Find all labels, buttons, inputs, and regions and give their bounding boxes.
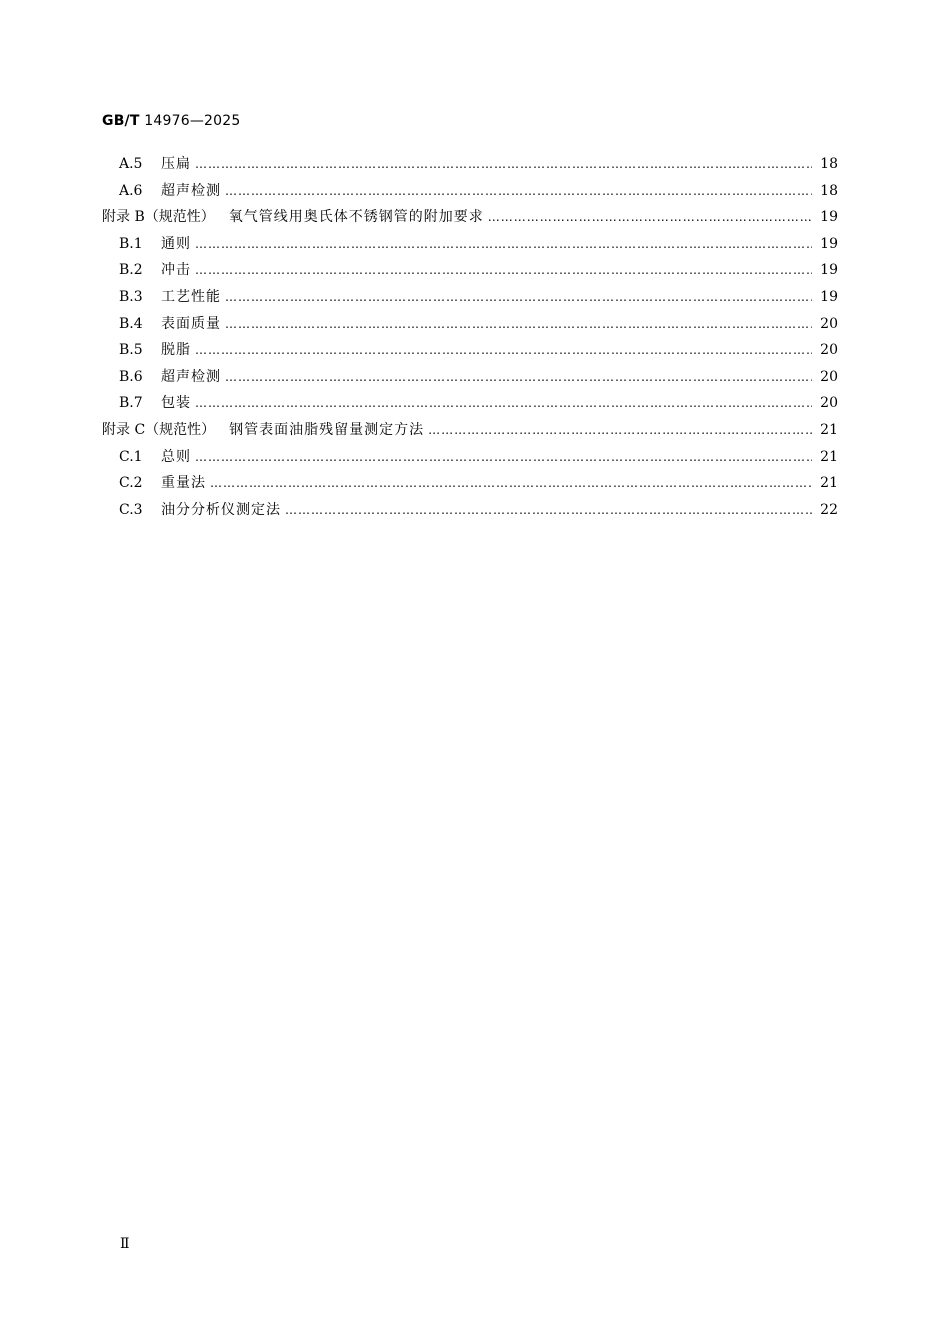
toc-entry-number: A.5: [119, 156, 143, 172]
toc-entry[interactable]: [102, 472, 838, 499]
toc-entry-number: B.6: [119, 368, 143, 385]
toc-dot-leader: [225, 370, 812, 384]
toc-entry-page: 18: [820, 182, 838, 199]
toc-dot-leader: [488, 210, 812, 224]
table-of-contents: [102, 153, 838, 525]
toc-dot-leader: [195, 343, 812, 357]
toc-entry[interactable]: [102, 153, 838, 180]
toc-entry-number: B.2: [119, 262, 143, 279]
toc-entry-title: 冲击: [161, 262, 191, 279]
toc-dot-leader: [225, 317, 812, 331]
toc-dot-leader: [285, 503, 812, 517]
toc-appendix-entry[interactable]: [102, 419, 838, 446]
toc-entry-number: B.5: [119, 342, 143, 359]
toc-entry[interactable]: [102, 392, 838, 419]
toc-entry-number: 附录 C（规范性）: [102, 421, 216, 438]
toc-appendix-entry[interactable]: [102, 206, 838, 233]
toc-dot-leader: [428, 423, 812, 437]
toc-entry-title: 脱脂: [161, 342, 191, 359]
toc-entry-page: 19: [820, 235, 838, 252]
toc-dot-leader: [195, 237, 812, 251]
toc-entry-page: 20: [820, 395, 838, 412]
toc-dot-leader: [195, 396, 812, 410]
toc-entry-number: 附录 B（规范性）: [102, 209, 215, 226]
toc-entry-title: 表面质量: [161, 315, 221, 332]
toc-entry-page: 20: [820, 315, 838, 332]
toc-entry-title: 压扁: [161, 156, 191, 172]
toc-entry-page: 20: [820, 368, 838, 385]
page-number: Ⅱ: [120, 1236, 130, 1252]
toc-entry[interactable]: [102, 233, 838, 260]
toc-entry-number: B.1: [119, 235, 143, 252]
toc-entry-title: 油分分析仪测定法: [161, 501, 281, 518]
toc-entry-title: 工艺性能: [161, 288, 221, 305]
toc-entry-number: A.6: [119, 182, 143, 199]
toc-entry-number: C.1: [119, 448, 143, 465]
toc-dot-leader: [210, 476, 812, 490]
toc-entry-page: 22: [820, 501, 838, 518]
toc-entry-title: 钢管表面油脂残留量测定方法: [229, 421, 425, 438]
toc-entry[interactable]: [102, 499, 838, 526]
toc-entry-number: B.4: [119, 315, 143, 332]
toc-entry-title: 通则: [161, 235, 191, 252]
toc-entry[interactable]: [102, 286, 838, 313]
toc-entry-number: C.2: [119, 475, 143, 492]
toc-entry-title: 包装: [161, 395, 191, 412]
toc-entry-page: 21: [820, 448, 838, 465]
toc-entry[interactable]: [102, 339, 838, 366]
toc-entry-page: 21: [820, 475, 838, 492]
toc-entry-title: 重量法: [161, 475, 206, 492]
document-header: [102, 113, 240, 129]
standard-code: GB/T: [102, 113, 140, 129]
toc-entry[interactable]: [102, 259, 838, 286]
toc-entry-page: 18: [820, 156, 838, 172]
toc-entry-page: 19: [820, 288, 838, 305]
toc-entry-title: 超声检测: [161, 368, 221, 385]
toc-entry[interactable]: [102, 313, 838, 340]
toc-entry-number: C.3: [119, 501, 143, 518]
toc-entry-page: 19: [820, 262, 838, 279]
toc-entry[interactable]: [102, 446, 838, 473]
toc-entry-number: B.7: [119, 395, 143, 412]
toc-entry-page: 19: [820, 209, 838, 226]
toc-entry[interactable]: [102, 180, 838, 207]
toc-entry-title: 氧气管线用奥氏体不锈钢管的附加要求: [228, 209, 484, 226]
toc-entry-page: 21: [820, 421, 838, 438]
toc-entry-number: B.3: [119, 288, 143, 305]
toc-entry-page: 20: [820, 342, 838, 359]
toc-dot-leader: [225, 290, 812, 304]
toc-dot-leader: [195, 450, 812, 464]
toc-entry-title: 超声检测: [161, 182, 221, 199]
toc-entry[interactable]: [102, 366, 838, 393]
toc-dot-leader: [195, 263, 812, 277]
toc-dot-leader: [195, 157, 812, 171]
toc-dot-leader: [225, 184, 812, 198]
toc-entry-title: 总则: [161, 448, 191, 465]
standard-number: 14976—2025: [144, 113, 241, 129]
